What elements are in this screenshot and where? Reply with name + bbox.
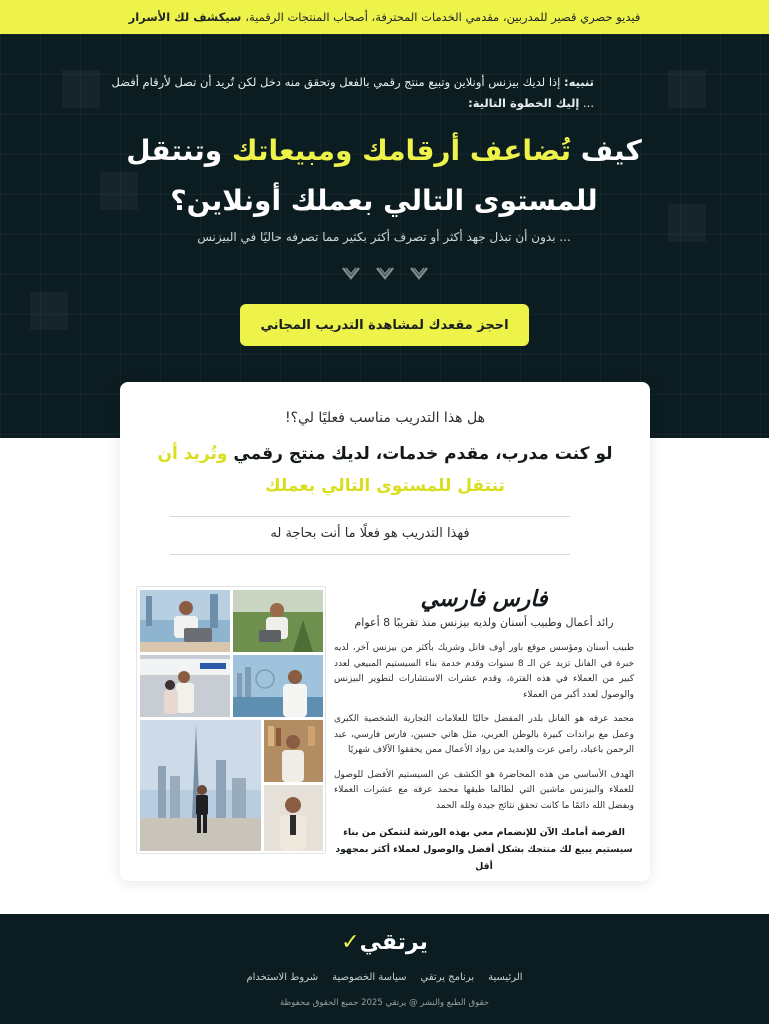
notice-text (110, 72, 594, 114)
scroll-chevrons (340, 262, 430, 286)
fit-question: هل هذا التدريب مناسب فعليًا لي؟! (284, 410, 485, 426)
collage-photo-outdoor (233, 590, 323, 652)
chevron-down-icon (408, 262, 430, 284)
collage-photo-laptop (140, 590, 230, 652)
founder-signature: فارس فارسي (420, 586, 548, 612)
announcement-bold: سيكشف لك الأسرار (128, 10, 242, 24)
footer-link-terms[interactable]: شروط الاستخدام (246, 972, 319, 983)
divider (170, 516, 570, 517)
site-footer (0, 914, 769, 1024)
collage-photo-marina (233, 655, 323, 717)
fit-headline-highlight: وتُريد أن تنتقل للمستوى التالي بعملك (157, 444, 505, 496)
bio-paragraph: محمد عرفه هو الفانل بلدر المفضل حاليًا للعلامات التجارية الشخصية الكبرى وعمل مع براندات كبيرة بالوطن العربي، مثل هاني حسين، فارس فارسي، عبد الرحمن باعباد، رامي عزت والعديد من رواد الأعمال ممن يحققوا الآلاف شهريًا (334, 714, 634, 755)
hero-headline (84, 126, 684, 226)
collage-photo-bookshelf (264, 720, 323, 782)
hero-subhead: ... بدون أن تبذل جهد أكثر أو تصرف أكثر بكثير مما تصرفه حاليًا في البيزنس (197, 230, 571, 244)
collage-photo-portrait (264, 785, 323, 851)
fit-card (120, 382, 650, 881)
copyright: حقوق الطبع والنشر @ يرتقي 2025 جميع الحقوق محفوظة (279, 998, 490, 1008)
bio-paragraph: طبيب أسنان ومؤسس موقع باور أوف فانل وشريك بأكثر من بيزنس آخر، لديه خبرة في الفانل تزيد عن الـ 8 سنوات وقدم خدمة بناء السيستيم المبيعي لعدد كبير من العملاء في هذه الفترة، وقدم عشرات الاستشارات لتطوير البيزنس والوصول لعدد أكبر من العملاء (334, 643, 635, 700)
hero-section (0, 34, 769, 438)
brand-logo[interactable] (0, 930, 769, 955)
notice-next-step: إليك الخطوة التالية: (468, 96, 580, 110)
notice-label: تنبيه: (564, 75, 594, 89)
announcement-text: فيديو حصري قصير للمدربين، مقدمي الخدمات المحترفة، أصحاب المنتجات الرقمية، (245, 10, 641, 24)
chevron-down-icon (374, 262, 396, 284)
footer-link-privacy[interactable]: سياسة الخصوصية (332, 972, 407, 983)
announcement-bar (0, 0, 769, 34)
footer-links (0, 972, 769, 983)
bio-closing: الفرصة أمامك الآن للإنضمام معي بهذه الورشة لتتمكن من بناء سيستيم يبيع لك منتجك بشكل أفضل والوصول لعملاء أكثر بمجهود أقل (335, 827, 633, 872)
logo-mark-icon: ✓ (341, 930, 360, 955)
headline-part2: وتنتقل للمستوى التالي بعملك أونلاين؟ (126, 134, 598, 217)
headline-highlight: تُضاعف أرقامك ومبيعاتك (231, 134, 571, 167)
notice-body: إذا لديك بيزنس أونلاين وتبيع منتج رقمي بالفعل وتحقق منه دخل لكن تُريد أن تصل لأرقام أفضل ... (111, 75, 594, 110)
book-seat-button[interactable]: احجز مقعدك لمشاهدة التدريب المجاني (240, 304, 529, 346)
divider (170, 554, 570, 555)
founder-bio (334, 586, 634, 875)
chevron-down-icon (340, 262, 362, 284)
photo-collage (136, 586, 326, 854)
grid-decoration (668, 70, 706, 108)
founder-role: رائد أعمال وطبيب أسنان ولديه بيزنس منذ تقريبًا 8 أعوام (354, 616, 614, 629)
grid-decoration (62, 70, 100, 108)
bio-paragraph: الهدف الأساسي من هذه المحاضرة هو الكشف عن السيستيم الأفضل للوصول للعملاء والبيزنس ماشين التي لطالما طبقها محمد عرفه مع عشرات العملاء وبفضل الله دائمًا ما كانت تحقق نتائج جيدة ولله الحمد (334, 769, 634, 811)
fit-headline-part1: لو كنت مدرب، مقدم خدمات، لديك منتج رقمي (233, 444, 613, 464)
brand-logo-text: يرتقي (359, 930, 428, 955)
fit-need-text: فهذا التدريب هو فعلًا ما أنت بحاجة له (270, 526, 470, 541)
collage-photo-burj (140, 720, 261, 851)
headline-part1: كيف (580, 134, 642, 167)
grid-decoration (30, 292, 68, 330)
collage-photo-airport (140, 655, 230, 717)
footer-link-program[interactable]: برنامج يرتقي (420, 972, 475, 983)
fit-headline (135, 438, 635, 502)
footer-link-home[interactable]: الرئيسية (488, 972, 523, 983)
